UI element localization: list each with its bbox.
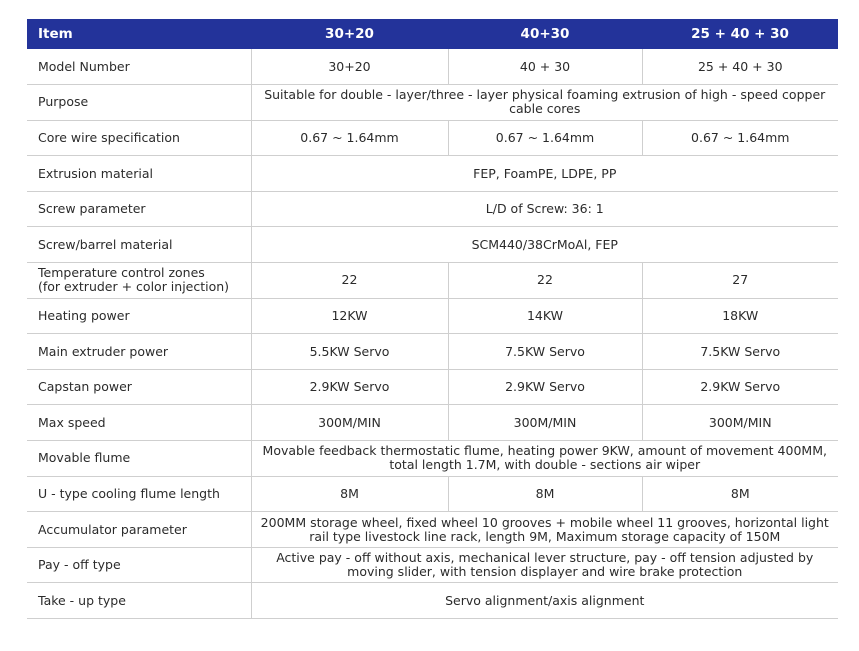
row-label: Screw parameter xyxy=(27,191,251,227)
cell-value: 8M xyxy=(251,476,448,512)
spec-table-container xyxy=(27,19,838,619)
cell-value: 22 xyxy=(448,263,642,299)
cell-value: 8M xyxy=(448,476,642,512)
cell-value: 30+20 xyxy=(251,49,448,85)
table-row xyxy=(27,547,838,583)
table-row xyxy=(27,369,838,405)
row-label: Heating power xyxy=(27,298,251,334)
table-row xyxy=(27,583,838,619)
cell-value: 0.67 ~ 1.64mm xyxy=(251,120,448,156)
row-label: Movable flume xyxy=(27,441,251,477)
row-label: Core wire specification xyxy=(27,120,251,156)
table-row xyxy=(27,227,838,263)
cell-value-merged: Active pay - off without axis, mechanical lever structure, pay - off tension adjusted by moving slider, with tension displayer and wire brake protection xyxy=(251,547,838,583)
cell-value-merged: Movable feedback thermostatic flume, heating power 9KW, amount of movement 400MM, total length 1.7M, with double - sections air wiper xyxy=(251,441,838,477)
cell-value: 5.5KW Servo xyxy=(251,334,448,370)
header-item: Item xyxy=(27,19,251,49)
table-row xyxy=(27,263,838,299)
row-label-line2: (for extruder + color injection) xyxy=(38,279,230,295)
cell-value-merged: L/D of Screw: 36: 1 xyxy=(251,191,838,227)
table-body xyxy=(27,49,838,619)
row-label: Accumulator parameter xyxy=(27,512,251,548)
cell-value: 300M/MIN xyxy=(251,405,448,441)
cell-value: 12KW xyxy=(251,298,448,334)
cell-value: 0.67 ~ 1.64mm xyxy=(642,120,838,156)
cell-value: 40 + 30 xyxy=(448,49,642,85)
spec-table xyxy=(27,19,838,619)
cell-value-merged: Servo alignment/axis alignment xyxy=(251,583,838,619)
cell-value-merged: SCM440/38CrMoAl, FEP xyxy=(251,227,838,263)
cell-value: 14KW xyxy=(448,298,642,334)
table-row xyxy=(27,476,838,512)
header-row xyxy=(27,19,838,49)
row-label: Model Number xyxy=(27,49,251,85)
cell-value-merged: Suitable for double - layer/three - layer physical foaming extrusion of high - speed copper cable cores xyxy=(251,85,838,121)
cell-value-merged: 200MM storage wheel, fixed wheel 10 grooves + mobile wheel 11 grooves, horizontal light rail type livestock line rack, length 9M, Maximum storage capacity of 150M xyxy=(251,512,838,548)
table-row xyxy=(27,85,838,121)
cell-value-merged: FEP, FoamPE, LDPE, PP xyxy=(251,156,838,192)
table-row xyxy=(27,49,838,85)
cell-value: 300M/MIN xyxy=(448,405,642,441)
cell-value: 0.67 ~ 1.64mm xyxy=(448,120,642,156)
table-row xyxy=(27,298,838,334)
cell-value: 18KW xyxy=(642,298,838,334)
row-label: Take - up type xyxy=(27,583,251,619)
row-label-line1: Temperature control zones xyxy=(38,265,205,281)
table-row xyxy=(27,405,838,441)
table-row xyxy=(27,156,838,192)
table-header xyxy=(27,19,838,49)
cell-value: 22 xyxy=(251,263,448,299)
row-label: Capstan power xyxy=(27,369,251,405)
row-label xyxy=(27,263,251,299)
cell-value: 2.9KW Servo xyxy=(642,369,838,405)
header-model-40-30: 40+30 xyxy=(448,19,642,49)
table-row xyxy=(27,191,838,227)
table-row xyxy=(27,441,838,477)
header-model-25-40-30: 25 + 40 + 30 xyxy=(642,19,838,49)
cell-value: 300M/MIN xyxy=(642,405,838,441)
cell-value: 27 xyxy=(642,263,838,299)
cell-value: 8M xyxy=(642,476,838,512)
table-row xyxy=(27,334,838,370)
row-label: Extrusion material xyxy=(27,156,251,192)
row-label: Max speed xyxy=(27,405,251,441)
cell-value: 2.9KW Servo xyxy=(251,369,448,405)
header-model-30-20: 30+20 xyxy=(251,19,448,49)
table-row xyxy=(27,120,838,156)
cell-value: 25 + 40 + 30 xyxy=(642,49,838,85)
row-label: Screw/barrel material xyxy=(27,227,251,263)
row-label: Main extruder power xyxy=(27,334,251,370)
cell-value: 7.5KW Servo xyxy=(448,334,642,370)
cell-value: 7.5KW Servo xyxy=(642,334,838,370)
row-label: Pay - off type xyxy=(27,547,251,583)
cell-value: 2.9KW Servo xyxy=(448,369,642,405)
row-label: U - type cooling flume length xyxy=(27,476,251,512)
table-row xyxy=(27,512,838,548)
row-label: Purpose xyxy=(27,85,251,121)
